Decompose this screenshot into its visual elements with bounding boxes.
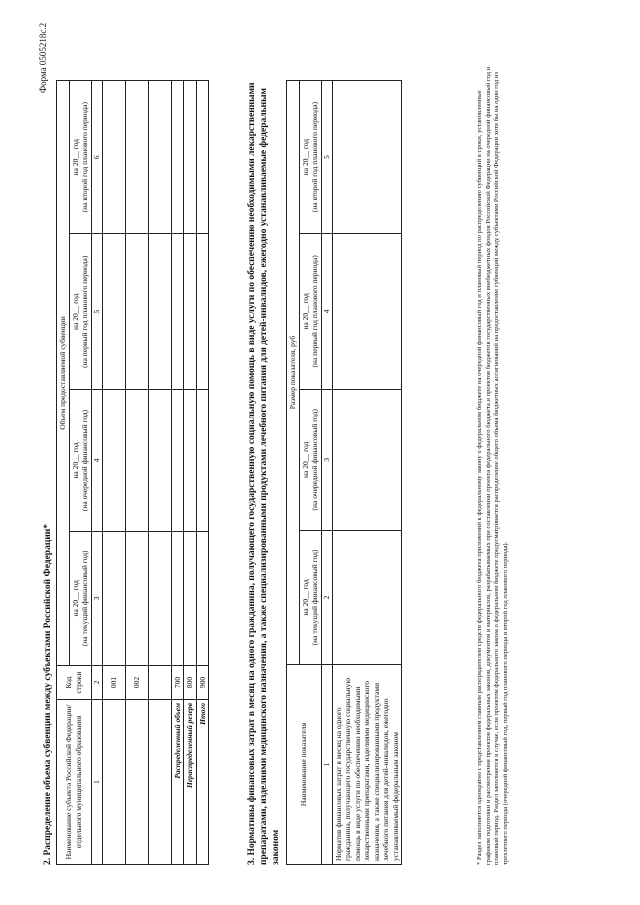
period-header: на 20__ год (на очередной финансовый год) — [299, 389, 321, 530]
total-label: Итого — [196, 700, 209, 865]
norm-row-label: Норматив финансовых затрат в месяц на одного гражданина, получающего государственную социальную помощь в виде услуги по обеспечению необходимыми лекарственными препаратами, изделиями медицинского назначения, а также специализированными продуктами лечебного питания для детей-инвалидов, ежегодно устанавливаемый федеральным законом — [332, 665, 402, 865]
table-row — [184, 81, 197, 865]
subject-cell — [102, 700, 125, 865]
period-header: на 20__ год (на очередной финансовый год) — [69, 390, 91, 532]
col-number: 1 — [321, 665, 332, 865]
table-row — [171, 81, 184, 865]
code-cell: 002 — [125, 666, 148, 700]
footnote: * Раздел заполняется однократно с представлением главным распорядителем средств федерального бюджета приложений к федеральному закону о федеральном бюджете на очередной финансовый год и плановый период по распределению субвенций в сроки, установленные графиком подготовки и рассмотрения проектов федеральных законов, документов и материалов, разрабатываемых при составлении проекта федерального бюджета и проектов бюджетов государственных внебюджетных фондов Российской Федерации на очередной финансовый год и плановый период. Раздел заполняется в случае, если проектом федерального закона о федеральном бюджете предусматривается распределение общего объема бюджетных ассигнований на предоставление субвенций между субъектами Российской Федерации хотя бы на один год из трехлетнего периода (очередной финансовый год, первый год планового периода и второй год планового периода). — [476, 66, 509, 865]
header-volume: Объем предоставляемой субвенции — [57, 81, 70, 666]
undistributed-reserve-label: Нераспределенный резерв — [184, 700, 197, 865]
code-cell: 700 — [171, 666, 184, 700]
header-indicator: Наименование показателя — [287, 665, 322, 865]
code-cell — [148, 666, 171, 700]
table-row — [148, 81, 171, 865]
section2-title: 2. Распределение объема субвенции между субъектами Российской Федерации* — [43, 523, 53, 865]
period-header: на 20__ год (на второй год планового периода) — [299, 81, 321, 234]
col-number: 3 — [91, 531, 102, 665]
col-number: 5 — [321, 81, 332, 234]
column-number-row — [91, 81, 102, 865]
code-cell: 800 — [184, 666, 197, 700]
subvention-distribution-table — [56, 80, 209, 865]
col-number: 1 — [91, 700, 102, 865]
code-cell: 001 — [102, 666, 125, 700]
period-header: на 20__ год (на первый год планового периода) — [299, 234, 321, 390]
header-code: Код строки — [57, 666, 92, 700]
table-row — [125, 81, 148, 865]
table-row — [102, 81, 125, 865]
period-header: на 20__ год (на второй год планового периода) — [69, 81, 91, 234]
col-number: 2 — [91, 666, 102, 700]
col-number: 4 — [321, 234, 332, 390]
subject-cell — [125, 700, 148, 865]
period-header: на 20__ год (на текущий финансовый год) — [69, 531, 91, 665]
subject-cell — [148, 700, 171, 865]
period-header: на 20__ год (на первый год планового периода) — [69, 234, 91, 390]
table-row — [196, 81, 209, 865]
col-number: 5 — [91, 234, 102, 390]
col-number: 2 — [321, 530, 332, 664]
table-row — [332, 81, 402, 865]
col-number: 4 — [91, 390, 102, 532]
financial-norms-table — [286, 80, 402, 865]
col-number: 3 — [321, 389, 332, 530]
header-size: Размер показателя, руб — [287, 81, 300, 665]
period-header: на 20__ год (на текущий финансовый год) — [299, 530, 321, 664]
code-cell: 900 — [196, 666, 209, 700]
col-number: 6 — [91, 81, 102, 234]
form-code: Форма 0505218с.2 — [38, 22, 48, 93]
section3-title: 3. Нормативы финансовых затрат в месяц на одного гражданина, получающего государственную социальную помощь в виде услуги по обеспечению необходимыми лекарственными препаратами, изделиями медицинского назначения, а также специализированными продуктами лечебного питания для детей-инвалидов, ежегодно устанавливаемые федеральным законом — [247, 82, 281, 865]
distributed-volume-label: Распределенный объем — [171, 700, 184, 865]
column-number-row — [321, 81, 332, 865]
header-subject: Наименование субъекта Российской Федерации/отдельного муниципального образования — [57, 700, 92, 865]
